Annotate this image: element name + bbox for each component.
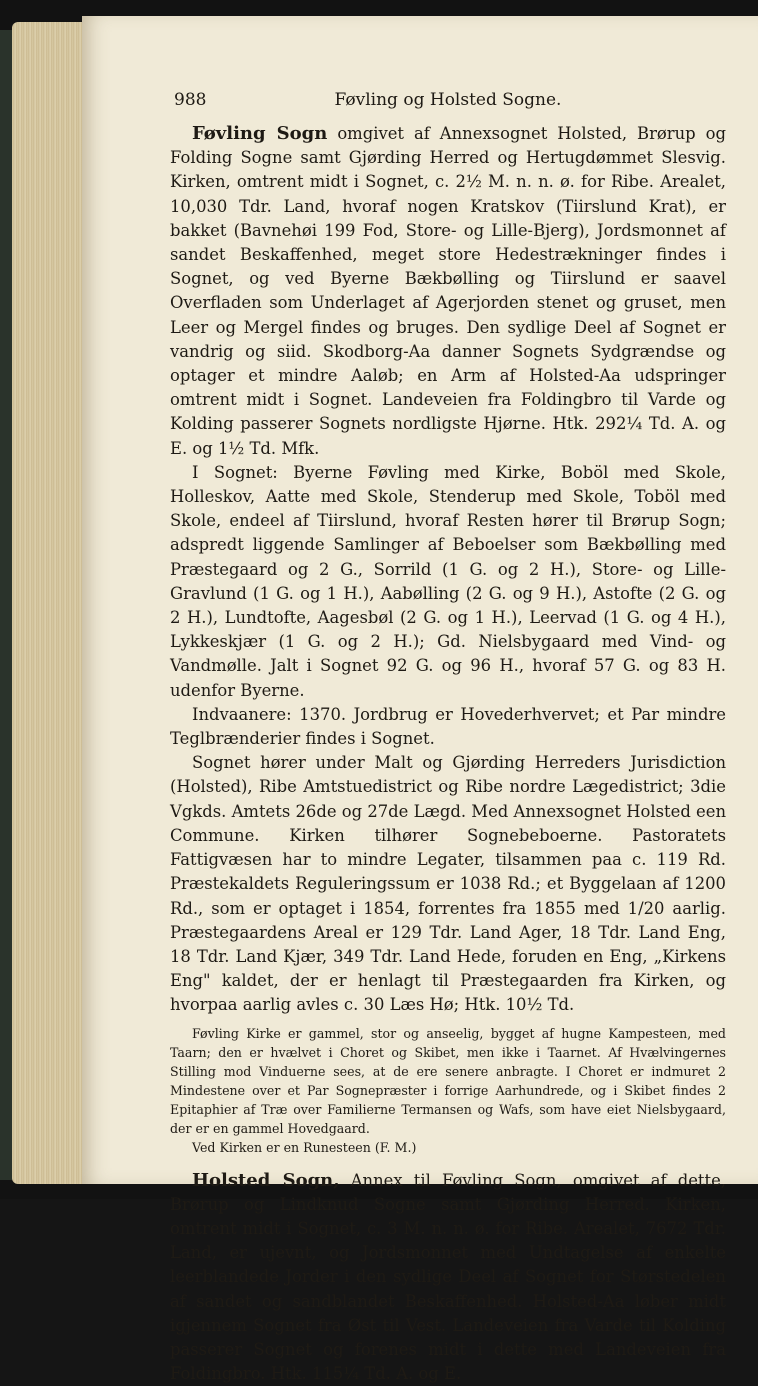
church-note: Føvling Kirke er gammel, stor og anseelig, bygget af hugne Kampesteen, med Taarn; den er hvælvet i Choret og Skibet, men ikke i Taarnet. Af Hvælvingernes Stilling mod Vinduerne sees, at de ere senere anbragte. I Choret er indmuret 2 Mindestene over et Par Sognepræster i forrige Aarhundrede, og i Skibet findes 2 Epitaphier af Træ over Familierne Termansen og Wafs, som have eiet Nielsbygaard, der er en gammel Hovedgaard. [170, 1025, 726, 1136]
holsted-section [170, 1169, 726, 1386]
holsted-paragraph-1: Annex til Føvling Sogn, omgivet af dette, Brørup og Lindknud Sogne samt Gjørding Herred. Kirken, omtrent midt i Sognet, c. 3 M. n. n. ø. for Ribe. Arealet, 7672 Tdr. Land, er ujevnt, og Jordsmonnet med Undtagelse af enkelte leerblandede Jorder i den sydlige Deel af Sognet for Størstedelen af sandet og sandblandet Beskaffenhed. Holsted-Aa løber midt igjennem Sognet fra Øst til Vest. Landeveien fra Varde til Kolding passerer Sognet og forenes midt i dette med Landeveien fra Foldingbro. Htk. 115¼ Td. A. og E. [170, 1170, 726, 1384]
page-number: 988 [174, 90, 207, 110]
page-content [170, 90, 726, 1386]
foevling-paragraph-2: I Sognet: Byerne Føvling med Kirke, Boböl med Skole, Holleskov, Aatte med Skole, Stenderup med Skole, Toböl med Skole, endeel af Tiirslund, hvoraf Resten hører til Brørup Sogn; adspredt liggende Samlinger af Beboelser som Bækbølling med Præstegaard og 2 G., Sorrild (1 G. og 2 H.), Store- og Lille-Gravlund (1 G. og 1 H.), Aabølling (2 G. og 9 H.), Astofte (2 G. og 2 H.), Lundtofte, Aagesbøl (2 G. og 1 H.), Leervad (1 G. og 4 H.), Lykkeskjær (1 G. og 2 H.); Gd. Nielsbygaard med Vind- og Vandmølle. Jalt i Sognet 92 G. og 96 H., hvoraf 57 G. og 83 H. udenfor Byerne. [170, 462, 726, 700]
foevling-paragraph-1: omgivet af Annexsognet Holsted, Brørup og Folding Sogne samt Gjørding Herred og Hertugdømmet Slesvig. Kirken, omtrent midt i Sognet, c. 2½ M. n. n. ø. for Ribe. Arealet, 10,030 Tdr. Land, hvoraf nogen Kratskov (Tiirslund Krat), er bakket (Bavnehøi 199 Fod, Store- og Lille-Bjerg), Jordsmonnet af sandet Beskaffenhed, meget store Hedestrækninger findes i Sognet, og ved Byerne Bækbølling og Tiirslund er saavel Overfladen som Underlaget af Agerjorden stenet og gruset, men Leer og Mergel findes og bruges. Den sydlige Deel af Sognet er vandrig og siid. Skodborg-Aa danner Sognets Sydgrændse og optager et mindre Aaløb; en Arm af Holsted-Aa udspringer omtrent midt i Sognet. Landeveien fra Foldingbro til Varde og Kolding passerer Sognets nordligste Hjørne. Htk. 292¼ Td. A. og E. og 1½ Td. Mfk. [170, 124, 727, 458]
foevling-paragraph-3: Indvaanere: 1370. Jordbrug er Hovederhvervet; et Par mindre Teglbrænderier findes i Sognet. [170, 704, 726, 749]
foevling-paragraph-4: Sognet hører under Malt og Gjørding Herreders Jurisdiction (Holsted), Ribe Amtstuedistrict og Ribe nordre Lægedistrict; 3die Vgkds. Amtets 26de og 27de Lægd. Med Annexsognet Holsted een Commune. Kirken tilhører Sognebeboerne. Pastoratets Fattigvæsen har to mindre Legater, tilsammen paa c. 119 Rd. Præstekaldets Reguleringssum er 1038 Rd.; et Byggelaan af 1200 Rd., som er optaget i 1854, forrentes fra 1855 med 1/20 aarlig. Præstegaardens Areal er 129 Tdr. Land Ager, 18 Tdr. Land Eng, 18 Tdr. Land Kjær, 349 Tdr. Land Hede, foruden en Eng, „Kirkens Eng" kaldet, der er henlagt til Præstegaarden fra Kirken, og hvorpaa aarlig avles c. 30 Læs Hø; Htk. 10½ Td. [170, 753, 726, 1015]
foevling-section [170, 122, 726, 1157]
foevling-intro [170, 122, 726, 461]
running-title: Føvling og Holsted Sogne. [334, 90, 562, 110]
page-header [170, 90, 726, 122]
page-edges [12, 22, 92, 1184]
runestone-note: Ved Kirken er en Runesteen (F. M.) [192, 1139, 417, 1155]
holsted-intro [170, 1169, 726, 1386]
holsted-heading: Holsted Sogn, [192, 1169, 340, 1191]
foevling-heading: Føvling Sogn [192, 123, 328, 144]
foevling-notes [170, 1024, 726, 1157]
